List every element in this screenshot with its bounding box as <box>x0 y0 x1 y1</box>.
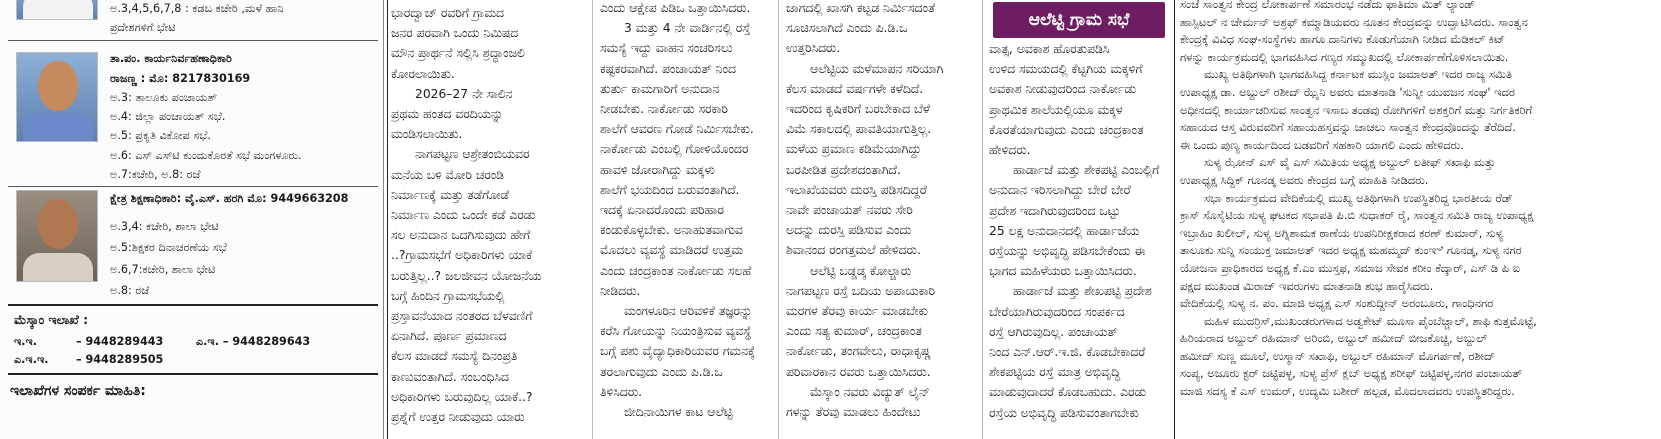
article-line: ಕೆಲಸ ಮಾಡದೆ ಸಮಸ್ಯೆ ದಿನಂಪ್ರತಿ <box>391 349 518 364</box>
article-line: ಜೀದಿನಾಯಿಗಳ ಕಾಟ ಆಲೆಟ್ಟಿ <box>624 405 733 420</box>
article-line: ಕರೆಸಿ ಗೋಯನ್ನು ನಿಯಂತ್ರಿಸುವ ವ್ಯವಸ್ಥೆ <box>600 324 752 339</box>
schedule-line: ಅ.5: ಪ್ರಕೃತಿ ವಿಕೋಪ ಸಭೆ. <box>110 129 211 142</box>
mescom-phone: – 9448289443 <box>76 335 164 348</box>
article-line: ಬಗ್ಗೆ ಪಶು ವೈದ್ಯಾಧಿಕಾರಿಯವರ ಗಮನಕ್ಕೆ <box>600 344 756 359</box>
article-line: ಸಂಜೆ ಸಾಂತ್ವನ ಕೇಂದ್ರ ಲೋಕಾರ್ಪಣೆ ಸಮಾರಂಭ ನಡೆದು ಫಾತಿಮಾ ಮಿತ್ ಲ್ಯಾಂಡ್ <box>1180 0 1476 11</box>
article-line: ಬರಪೀಡಿತ ಪ್ರದೇಶದಂತಾಗಿದೆ. <box>786 162 901 177</box>
article-line: ಮಾಡುವುದಾದರೆ ಕೊಡಬಹುದು. ಎರಡು <box>989 385 1147 400</box>
mescom-heading: ಮೆಸ್ಕಾಂ ಇಲಾಖೆ : <box>14 312 89 327</box>
article-column-5 <box>1180 0 1658 435</box>
article-line: ಕಂಡುಕೊಳ್ಳಬೇಕು. ಅನಾಹುತವಾಗುವ <box>600 223 743 238</box>
article-line: ಪಕ್ಷದ ಮುಖಂಡ ಮಿರಾಜ್ ಇವರುಗಳು ಮಾತನಾಡಿ ಶುಭ ಹಾರೈಸಿದರು. <box>1180 278 1434 293</box>
article-line: ಮಳೆಯ ಪ್ರಮಾಣ ಕಡಿಮೆಯಾಗಿದ್ದು <box>786 142 922 157</box>
schedule-line: ಅ.6,7:ಕಚೇರಿ, ಶಾಲಾ ಭೇಟಿ <box>110 263 216 276</box>
schedule-line: ಪ್ರದೇಶಗಳಿಗೆ ಭೇಟಿ <box>110 21 176 34</box>
officer-photo-rajanna <box>16 52 98 142</box>
article-line: ಭಾಗದ ಮಹಿಳೆಯರು ಒತ್ತಾಯಿಸಿದರು. <box>989 264 1137 279</box>
article-line: ಸೂಚಿಸಲಾಗಿದೆ ಎಂದು ಪಿ.ಡಿ.ಒ <box>786 21 908 36</box>
article-line: ಅಧೀನದಲ್ಲಿ ಕಾರ್ಯಾಚರಿಸುವ ಸಾಂತ್ವನ ಇಸಾಬ ತಂಡವು ರೋಗಿಗಳಿಗೆ ಅಶಕ್ತರಿಗೆ ಮತ್ತು ನಿರ್ಗತಿಕರಿಗೆ <box>1180 102 1533 117</box>
mescom-label: ಎ.ಇ.ಇ. <box>14 353 49 366</box>
article-line: ಜಾಗದಲ್ಲಿ ಖಾಸಗಿ ಕಟ್ಟಡ ನಿರ್ಮಿಸದಂತೆ <box>786 1 935 15</box>
article-line: ಆಲೆಟ್ಟಿಯ ಮಳೆಮಾಪನ ಸರಿಯಾಗಿ <box>810 61 944 76</box>
article-line: ಮಂಡಿಸಲಾಯಿತು. <box>391 127 463 142</box>
article-line: ರಸ್ತೆ ಆಗಿರುವುದಿಲ್ಲ. ಪಂಚಾಯತ್ <box>989 324 1118 339</box>
article-line: ಹಮೀದ್ ಸುಣ್ಣ ಮೂಲೆ, ಉಸ್ಮಾನ್ ಸಖಾಫಿ, ಅಬ್ದುಲ್ ರಹಿಮಾನ್ ಮೊಗರ್ಪಣೆ, ರಶೀದ್ <box>1180 348 1496 363</box>
article-line: ಉಪಾಧ್ಯಕ್ಷ ಸಿದ್ದಿಕ್ ಗೂನಡ್ಕ ಅವರು ಕೇಂದ್ರದ ಬಗ್ಗೆ ಮಾಹಿತಿ ನೀಡಿದರು. <box>1180 172 1429 187</box>
article-line: ನಾರ್ಕೋಡು, ತಂಗವೇಲು, ರಾಧಾಕೃಷ್ಣ <box>786 344 931 359</box>
article-line: ಕೆಲಸ ಮಾಡದೆ ವರ್ಷಗಳೇ ಕಳೆದಿದೆ. <box>786 81 924 96</box>
article-line: ನಿರ್ಮಾಣ ಎಂದು ಒಂದೇ ಕಡೆ ಎರಡು <box>391 208 536 223</box>
article-line: ಎಂದು ಆಕ್ಷೇಪ ಪಿಡಿಒ ಒತ್ತಾಯಿಸಿದರು. <box>600 1 751 15</box>
column-rule <box>982 0 983 439</box>
article-line: ಹಾರ್ಡಾಜೆ ಮತ್ತು ಶೇಖಪಟ್ಟಿ ಪ್ರದೇಶ <box>1013 284 1152 299</box>
article-line: ಉತ್ತರಿಸಿದರು. <box>786 41 841 56</box>
article-line: 25 ಲಕ್ಷ ಅನುದಾನದಲ್ಲಿ ಹಾರ್ಡಾಜೆಯ <box>989 223 1140 238</box>
article-line: ನೀಡಿದರು. <box>600 283 641 298</box>
article-line: ಸಲ ಅನುದಾನ ಒದಗಿಸುವುದು ಹೇಗೆ <box>391 228 531 243</box>
article-line: ವಿಮೆ ಸಕಾಲದಲ್ಲಿ ಪಾವತಿಯಾಗುತ್ತಿಲ್ಲ. <box>786 122 932 137</box>
article-line: ಹಿರಿಯರಾದ ಅಬ್ದುಲ್ ರಹಿಮಾನ್ ಅರಿಂಬಿ, ಅಬ್ದುಲ್ ಹಮೀದ್ ಬೀಜಕೊಚ್ಚಿ, ಅಬ್ದುಲ್ <box>1180 331 1488 346</box>
article-line: ಕ್ರಾಸ್ ಸೊಸೈಟಿಯ ಸುಳ್ಯ ಘಟಕದ ಸಭಾಪತಿ ಪಿ.ಬಿ ಸುಧಾಕರ್ ರೈ, ಸಾಂತ್ವನ ಸಮಿತಿ ರಾಜ್ಯ ಉಪಾಧ್ಯಕ್ಷ <box>1180 208 1534 223</box>
article-line: ಬರುತ್ತಿಲ್ಲ..? ಜಲಜೀವನ ಯೋಜನೆಯ <box>391 268 542 283</box>
schedule-line: ಅ.8: ರಜೆ <box>110 284 150 297</box>
article-line: ಸುಳ್ಯ ಝೋನ್ ಎಸ್ ವೈ ಎಸ್ ಸಮಿತಿಯ ಅಧ್ಯಕ್ಷ ಅಬ್ದುಲ್ ಲತೀಫ್ ಸಖಾಫಿ ಮತ್ತು <box>1204 155 1496 170</box>
article-line: ಮಾಜಿ ಸದಸ್ಯ ಕೆ ಎಸ್ ಉಮರ್, ಉದ್ಯಮಿ ಬಶೀರ್ ಹಲ್ಪಡ, ಮೊದಲಾದವರು ಉಪಸ್ಥಿತರಿದ್ದರು. <box>1180 384 1515 399</box>
article-line: ಇಬ್ರಾಹಿಂ ಖಲೀಲ್, ಸುಳ್ಯ ಅಗ್ನಿಶಾಮಕ ಠಾಣೆಯ ಉಪನಿರೀಕ್ಷಕರಾದ ಕರಣ್ ಕುಮಾರ್, ಸುಳ್ಯ <box>1180 225 1504 240</box>
officer-photo-haragi <box>16 190 98 282</box>
article-line: ಮೌನ ಪ್ರಾರ್ಥನೆ ಸಲ್ಲಿಸಿ ಶ್ರದ್ಧಾಂಜಲಿ <box>391 46 525 61</box>
article-line: ಕೋರಲಾಯಿತು. <box>391 66 455 81</box>
article-line: ..?ಗ್ರಾಮಸಭೆಗೆ ಅಧಿಕಾರಿಗಳು ಯಾಕೆ <box>391 248 533 263</box>
column-rule <box>1174 0 1175 439</box>
article-line: ಭಾರದ್ವಾಜ್ ರವರಿಗೆ ಗ್ರಾಮದ <box>391 6 505 20</box>
article-line: ರಸ್ತೆಯ ಅಭಿವೃದ್ಧಿ ಪಡಿಸುವಂತಾಗಬೇಕು <box>989 405 1139 420</box>
article-line: ಕಷ್ಟಕರವಾಗಿದೆ. ಪಂಚಾಯತ್ ನಿಂದ <box>600 61 736 76</box>
article-line: ಗಳನ್ನು ತೆರವು ಮಾಡಲು ಹಿಂದೇಟು <box>786 405 921 420</box>
article-line: 2026–27 ನೇ ಸಾಲಿನ <box>415 86 513 101</box>
article-line: ಎಂದು ಸತ್ಯ ಕುಮಾರ್, ಚಂದ್ರಕಾಂತ <box>786 324 922 339</box>
column-rule <box>592 0 593 439</box>
column-rule <box>387 0 388 439</box>
article-line: ನಾಗಪಟ್ಟಣ ಆಶ್ರೇತಂಬಿಯವರ <box>415 147 530 162</box>
article-line: ಪ್ರಶ್ನೆಗೆ ಉತ್ತರ ನೀಡುವುದು ಯಾರು <box>391 410 525 425</box>
article-line: ಹೇಳಿದರು. <box>989 143 1031 158</box>
article-line: ಅನುದಾನ ಇರಿಸಲಾಗಿದ್ದು ಬೇರೆ ಬೇರೆ <box>989 183 1131 198</box>
divider <box>8 186 378 187</box>
contact-heading: ಇಲಾಖೆಗಳ ಸಂಪರ್ಕ ಮಾಹಿತಿ: <box>10 383 146 399</box>
mescom-phone: – 9448289505 <box>76 353 164 366</box>
officer-title: ತಾ.ಪಂ. ಕಾರ್ಯನಿರ್ವಹಣಾಧಿಕಾರಿ <box>110 52 232 65</box>
article-line: ಇದರಿಂದ ಕೃಷಿಕರಿಗೆ ಬರಬೇಕಾದ ಬೆಳೆ <box>786 102 930 117</box>
article-line: ಮೆಸ್ಕಾಂ ನವರು ವಿದ್ಯುತ್ ಲೈನ್ <box>810 384 930 399</box>
article-line: ಜನರ ಪರವಾಗಿ ಒಂದು ನಿಮಿಷದ <box>391 26 519 41</box>
article-column-4 <box>989 39 1166 439</box>
article-line: ಮರಗಳ ತೆರವು ಕಾರ್ಯ ಮಾಡಬೇಕು <box>786 304 928 319</box>
article-line: ಹಾವಳಿ ಜೋರಾಗಿದ್ದು ಮಕ್ಕಳು <box>600 162 715 177</box>
article-line: ಉಳಿದ ಸಮಯದಲ್ಲಿ ಕೆಟ್ಟಗಿಯ ಮಕ್ಕಳಿಗೆ <box>989 62 1143 77</box>
article-line: ತರಲಾಗುವುದು ಎಂದು ಪಿ.ಡಿ.ಒ <box>600 364 723 379</box>
article-line: ಶಾಲೆಗೆ ಆವರಣ ಗೋಡೆ ನಿರ್ಮಿಸಬೇಕು. <box>600 122 754 137</box>
article-line: ಸಹಾಯದ ಆಸ್ತ ವಿರುವವರಿಗೆ ಸಹಾಯಹಸ್ತವನ್ನು ಚಾಚಲು ಸಾಂತ್ವನ ಕೇಂದ್ರವೊಂದನ್ನು ತೆರೆದಿದೆ. <box>1180 120 1516 135</box>
schedule-line: ಅ.4: ಜಿಲ್ಲಾ ಪಂಚಾಯತ್ ಸಭೆ. <box>110 110 226 123</box>
article-line: ಮೊದಲು ವ್ಯವಸ್ಥೆ ಮಾಡಿದರೆ ಉತ್ತಮ <box>600 243 743 258</box>
officer-schedule-sidebar <box>0 0 384 439</box>
article-line: ನಾವೇ ಪಂಚಾಯತ್ ನವರು ಸೇರಿ <box>786 203 913 218</box>
article-line: ಪ್ರಾಥಮಿಕ ಶಾಲೆಯಲ್ಲಿಯೂ ಮಕ್ಕಳ <box>989 102 1123 117</box>
article-line: ತಿಳಿಸಿದರು. <box>600 384 643 399</box>
officer-title: ಕ್ಷೇತ್ರ ಶಿಕ್ಷಣಾಧಿಕಾರಿ: ವೈ.ಎಸ್. ಹರಗಿ ಮೊ: 9449663208 <box>110 192 349 205</box>
article-line: ನೀಡಬೇಕು. ನಾರ್ಕೋಡು ಸರಕಾರಿ <box>600 102 728 117</box>
article-line: ಹಾಸ್ಪಿಟಲ್ ನ ಚೇರ್ಮನ್ ಅಶ್ರಫ್ ಕಮ್ಮಾಡಿಯವರು ನೂತನ ಕೇಂದ್ರವನ್ನು ಉದ್ಘಾಟಿಸಿದರು. ಸಾಂತ್ವನ <box>1180 14 1528 29</box>
article-line: ಪರಿವಾರಕಾನ ರವರು ಒತ್ತಾಯಿಸಿದರು. <box>786 364 931 379</box>
section-banner: ಆಲೆಟ್ಟಿ ಗ್ರಾಮ ಸಭೆ <box>993 2 1165 38</box>
schedule-line: ಅ.3,4: ಕಚೇರಿ, ಶಾಲಾ ಭೇಟಿ <box>110 220 219 233</box>
article-line: ಶೇಕಪಟ್ಟಿಯ ರಸ್ತೆ ಮಾತ್ರ ಅಭಿವೃದ್ಧಿ <box>989 365 1121 380</box>
article-line: ಕೊರತೆಯಾಗುವುದು ಎಂದು ಚಂದ್ರಕಾಂತ <box>989 122 1144 137</box>
article-line: ಮಂಗಳೂರಿನ ಆರಿವಳಿಕೆ ತಜ್ಞರನ್ನು <box>624 304 753 319</box>
column-rule <box>778 0 779 439</box>
article-line: ಆಲೆಟ್ಟಿ ಬಡ್ಡಡ್ಕ ಕೋಲ್ಚಾರು <box>810 263 912 278</box>
divider <box>8 304 378 306</box>
article-line: ಮಹಿಳ ಮುದರ್ರಿಸ್,ಮುಖಂಡರುಗಳಾದ ಅಡ್ವಕೇಟ್ ಮೂಸಾ ಪೈಂಬೆಚ್ಚಾಲ್, ಶಾಫಿ ಕುತ್ತಮೊಟ್ಟೆ, <box>1204 313 1537 328</box>
schedule-line: ಅ.7:ಕಚೇರಿ, ಅ.8: ರಜೆ <box>110 168 201 181</box>
article-column-2 <box>600 0 770 437</box>
divider <box>8 373 378 375</box>
article-line: 3 ಮತ್ತು 4 ನೇ ವಾರ್ಡಿನಲ್ಲಿ ರಸ್ತೆ <box>624 21 751 36</box>
article-line: ಮನೆಯ ಬಳಿ ಮೋರಿ ಚರಂಡಿ <box>391 167 504 182</box>
article-line: ಸಂಪ್ಯ, ಅಜೂರು ಕ್ಟರ್ ಜಟ್ಟಿಪಳ್ಳ, ಸುಳ್ಯ ಪ್ರೆಸ್ ಕ್ಲಬ್ ಅಧ್ಯಕ್ಷ ಶರೀಫ್ ಜಟ್ಟಿಪಳ್ಳ,ನಗರ ಪಂಚಾಯತ್ <box>1180 366 1523 381</box>
article-line: ಪ್ರದೇಶ ಇದಾಗಿರುವುದರಿಂದ ಒಟ್ಟು <box>989 203 1121 218</box>
article-line: ಸಭಾ ಕಾರ್ಯಕ್ರಮದ ವೇದಿಕೆಯಲ್ಲಿ ಮುಖ್ಯ ಅತಿಥಿಗಳಾಗಿ ಉಪಸ್ಥಿತರಿದ್ದ ಭಾರತೀಯ ರೆಡ್ <box>1204 190 1513 205</box>
article-line: ಈ ಒಂದು ಪುಣ್ಯ ಕಾರ್ಯದಿಂದ ಬಡವರಿಗೆ ಸಹಕಾರಿ ಯಾಗಲಿ ಎಂದು ಹೇಳಿದರು. <box>1180 137 1464 152</box>
article-line: ನಿರ್ಮಾಣಕ್ಕೆ ಮತ್ತು ತಡೆಗೋಡೆ <box>391 187 509 202</box>
divider <box>8 40 378 41</box>
officer-name-phone: ರಾಜಣ್ಣ : ಮೊ: 8217830169 <box>110 72 251 85</box>
article-line: ರಸ್ತೆಯನ್ನು ಅಭಿವೃದ್ಧಿ ಪಡಿಸಬೇಕೆಂದು ಈ <box>989 244 1145 259</box>
schedule-line: ಅ.3: ತಾಲೂಕು ಪಂಚಾಯತ್ <box>110 91 218 104</box>
article-line: ಹಾರ್ಡಾಜೆ ಮತ್ತು ಶೇಕಪಟ್ಟಿ ಎಂಬಲ್ಲಿಗೆ <box>1013 163 1160 178</box>
article-line: ನಾಗಪಟ್ಟಣ ರಸ್ತೆ ಬದಿಯ ಅಪಾಯಕಾರಿ <box>786 283 935 298</box>
article-line: ನಾರ್ಕೋಡು ಎಂಬಲ್ಲಿ ಗೋಳಿಯೊಂದರ <box>600 142 749 157</box>
article-line: ಅಧಿಕಾರಿಗಳು ಬರುವುದಿಲ್ಲ ಯಾಕೆ..? <box>391 389 533 404</box>
article-line: ಅದನ್ನು ದುರಸ್ತಿ ಪಡಿಸುವ ಎಂದು <box>786 223 912 238</box>
article-line: ಇಲಾಖೆಯವರು ದುರಸ್ತಿ ಪಡಿಸದಿದ್ದರೆ <box>786 182 927 197</box>
article-line: ಪ್ರಸ್ತಾವನೆಯಾದ ನಂತರದ ಬೆಳವಣಿಗೆ <box>391 309 533 324</box>
article-line: ವೇದಿಕೆಯಲ್ಲಿ ಸುಳ್ಯ ನ. ಪಂ. ಮಾಜಿ ಅಧ್ಯಕ್ಷ ಎಸ್ ಸಂಶುದ್ದೀನ್ ಅರಂಬೂರು, ಗಾಂಧಿನಗರ <box>1180 296 1494 311</box>
article-line: ತುರ್ತು ಕಾಮಗಾರಿಗೆ ಅನುದಾನ <box>600 81 720 96</box>
article-line: ಬೇರೆಯಾಗಿರುವುದರಿಂದ ಸಂಪರ್ಕದ <box>989 304 1125 319</box>
schedule-line: ಅ.6: ಎಸ್ ಎಸ್‌ಟಿ ಕುಂದುಕೊರತೆ ಸಭೆ ಮಂಗಳೂರು. <box>110 149 302 162</box>
officer-photo-top <box>16 0 98 20</box>
article-line: ವಾತ್ಸ, ಅವಕಾಶ ಹೊರತುಪಡಿಸಿ <box>989 42 1110 56</box>
article-line: ಶಿವಾನಂದ ರಂಗತ್ತಮಲೆ ಹೇಳಿದರು. <box>786 243 921 258</box>
article-line: ಕೇಂದ್ರಕ್ಕೆ ವಿವಿಧ ಸಂಘ-ಸಂಸ್ಥೆಗಳು ಹಾಗೂ ದಾನಿಗಳು ಕೊಡುಗೆಯಾಗಿ ನೀಡಿದ ಮೆಡಿಕಲ್ ಕಿಟ್ <box>1180 32 1506 47</box>
article-line: ಪ್ರಥಮ ಹಂತದ ವರದಿಯನ್ನು <box>391 107 504 122</box>
article-line: ಯೋಜನಾ ಪ್ರಾಧಿಕಾರದ ಅಧ್ಯಕ್ಷ ಕೆ.ಎಂ ಮುಸ್ತಫ, ಸಮಾಜ ಸೇವಕ ಕರೀಂ ಕೆದ್ಕಾರ್, ಎಸ್ ಡಿ ಪಿ ಐ <box>1180 260 1520 275</box>
article-line: ಗಳನ್ನು ಕಾರ್ಯಕ್ರಮದಲ್ಲಿ ಭಾಗವಹಿಸಿದ ಗಣ್ಯರ ಸಮ್ಮುಖದಲ್ಲಿ ಲೋಕಾರ್ಪಣೆಗೊಳಿಸಲಾಯಿತು. <box>1180 49 1509 64</box>
article-line: ಶಾಲೆಗೆ ಭಯದಿಂದ ಬರುವಂತಾಗಿದೆ. <box>600 182 740 197</box>
article-column-3 <box>786 0 974 437</box>
article-line: ಬಗ್ಗೆ ಹಿಂದಿನ ಗ್ರಾಮಸಭೆಯಲ್ಲಿ <box>391 288 505 303</box>
article-line: ಎಂದು ಚಂದ್ರಕಾಂತ ನಾರ್ಕೋಡು ಸಲಹೆ <box>600 263 752 278</box>
article-line: ಅವಕಾಶ ನೀಡುವುದರಿಂದ ನಾರ್ಕೋಡು <box>989 82 1137 97</box>
schedule-line: ಅ.3,4,5,6,7,8 : ಕಡಬ ಕಚೇರಿ ,ಮಳೆ ಹಾನಿ <box>110 2 284 15</box>
article-line: ತಾಲೂಕು ಸುನ್ನಿ ಸಂಯುಕ್ತ ಜಮಾಅತ್ ಇದರ ಅಧ್ಯಕ್ಷ ಮಹಮ್ಮದ್ ಕುಂಞಿ ಗೂನಡ್ಕ, ಸುಳ್ಯ ನಗರ <box>1180 243 1522 258</box>
article-line: ಇದಕ್ಕೆ ಏನಾದರೊಂದು ಪರಿಹಾರ <box>600 203 724 218</box>
article-line: ಮುಖ್ಯ ಅತಿಥಿಗಳಾಗಿ ಭಾಗವಹಿಸಿದ್ದ ಕರ್ನಾಟಕ ಮುಸ್ಲಿಂ ಜಮಾಅತ್ ಇದರ ರಾಜ್ಯ ಸಮಿತಿ <box>1204 67 1512 82</box>
article-line: ನಿಂದ ಎನ್.ಆರ್.ಇ.ಜಿ. ಕೊಡಬೇಕಾದರೆ <box>989 345 1146 360</box>
article-line: ಏನಾಗಿದೆ. ಪೂರ್ಣ ಪ್ರಮಾಣದ <box>391 329 507 344</box>
article-line: ಉಪಾಧ್ಯಕ್ಷ ಡಾ. ಅಬ್ದುಲ್ ರಶೀದ್ ಝೈನಿ ಅವರು ಮಾತನಾಡಿ 'ಸುನ್ನೀ ಯುವಜನ ಸಂಘ' ಇದರ <box>1180 84 1515 99</box>
article-line: ಸಮಸ್ಯೆ ಇದ್ದು ವಾಹನ ಸಂಚರಿಸಲು <box>600 41 733 56</box>
mescom-phone: ಎ.ಇ. – 9448289643 <box>196 335 311 348</box>
article-line: ಕಾಣುವಂತಾಗಿದೆ. ಸಂಬಂಧಿಸಿದ <box>391 369 509 384</box>
mescom-label: ಇ.ಇ. <box>14 335 38 348</box>
schedule-line: ಅ.5:ಶಿಕ್ಷಕರ ದಿನಾಚರಣೆಯ ಸಭೆ <box>110 241 227 254</box>
article-column-1 <box>391 3 582 439</box>
